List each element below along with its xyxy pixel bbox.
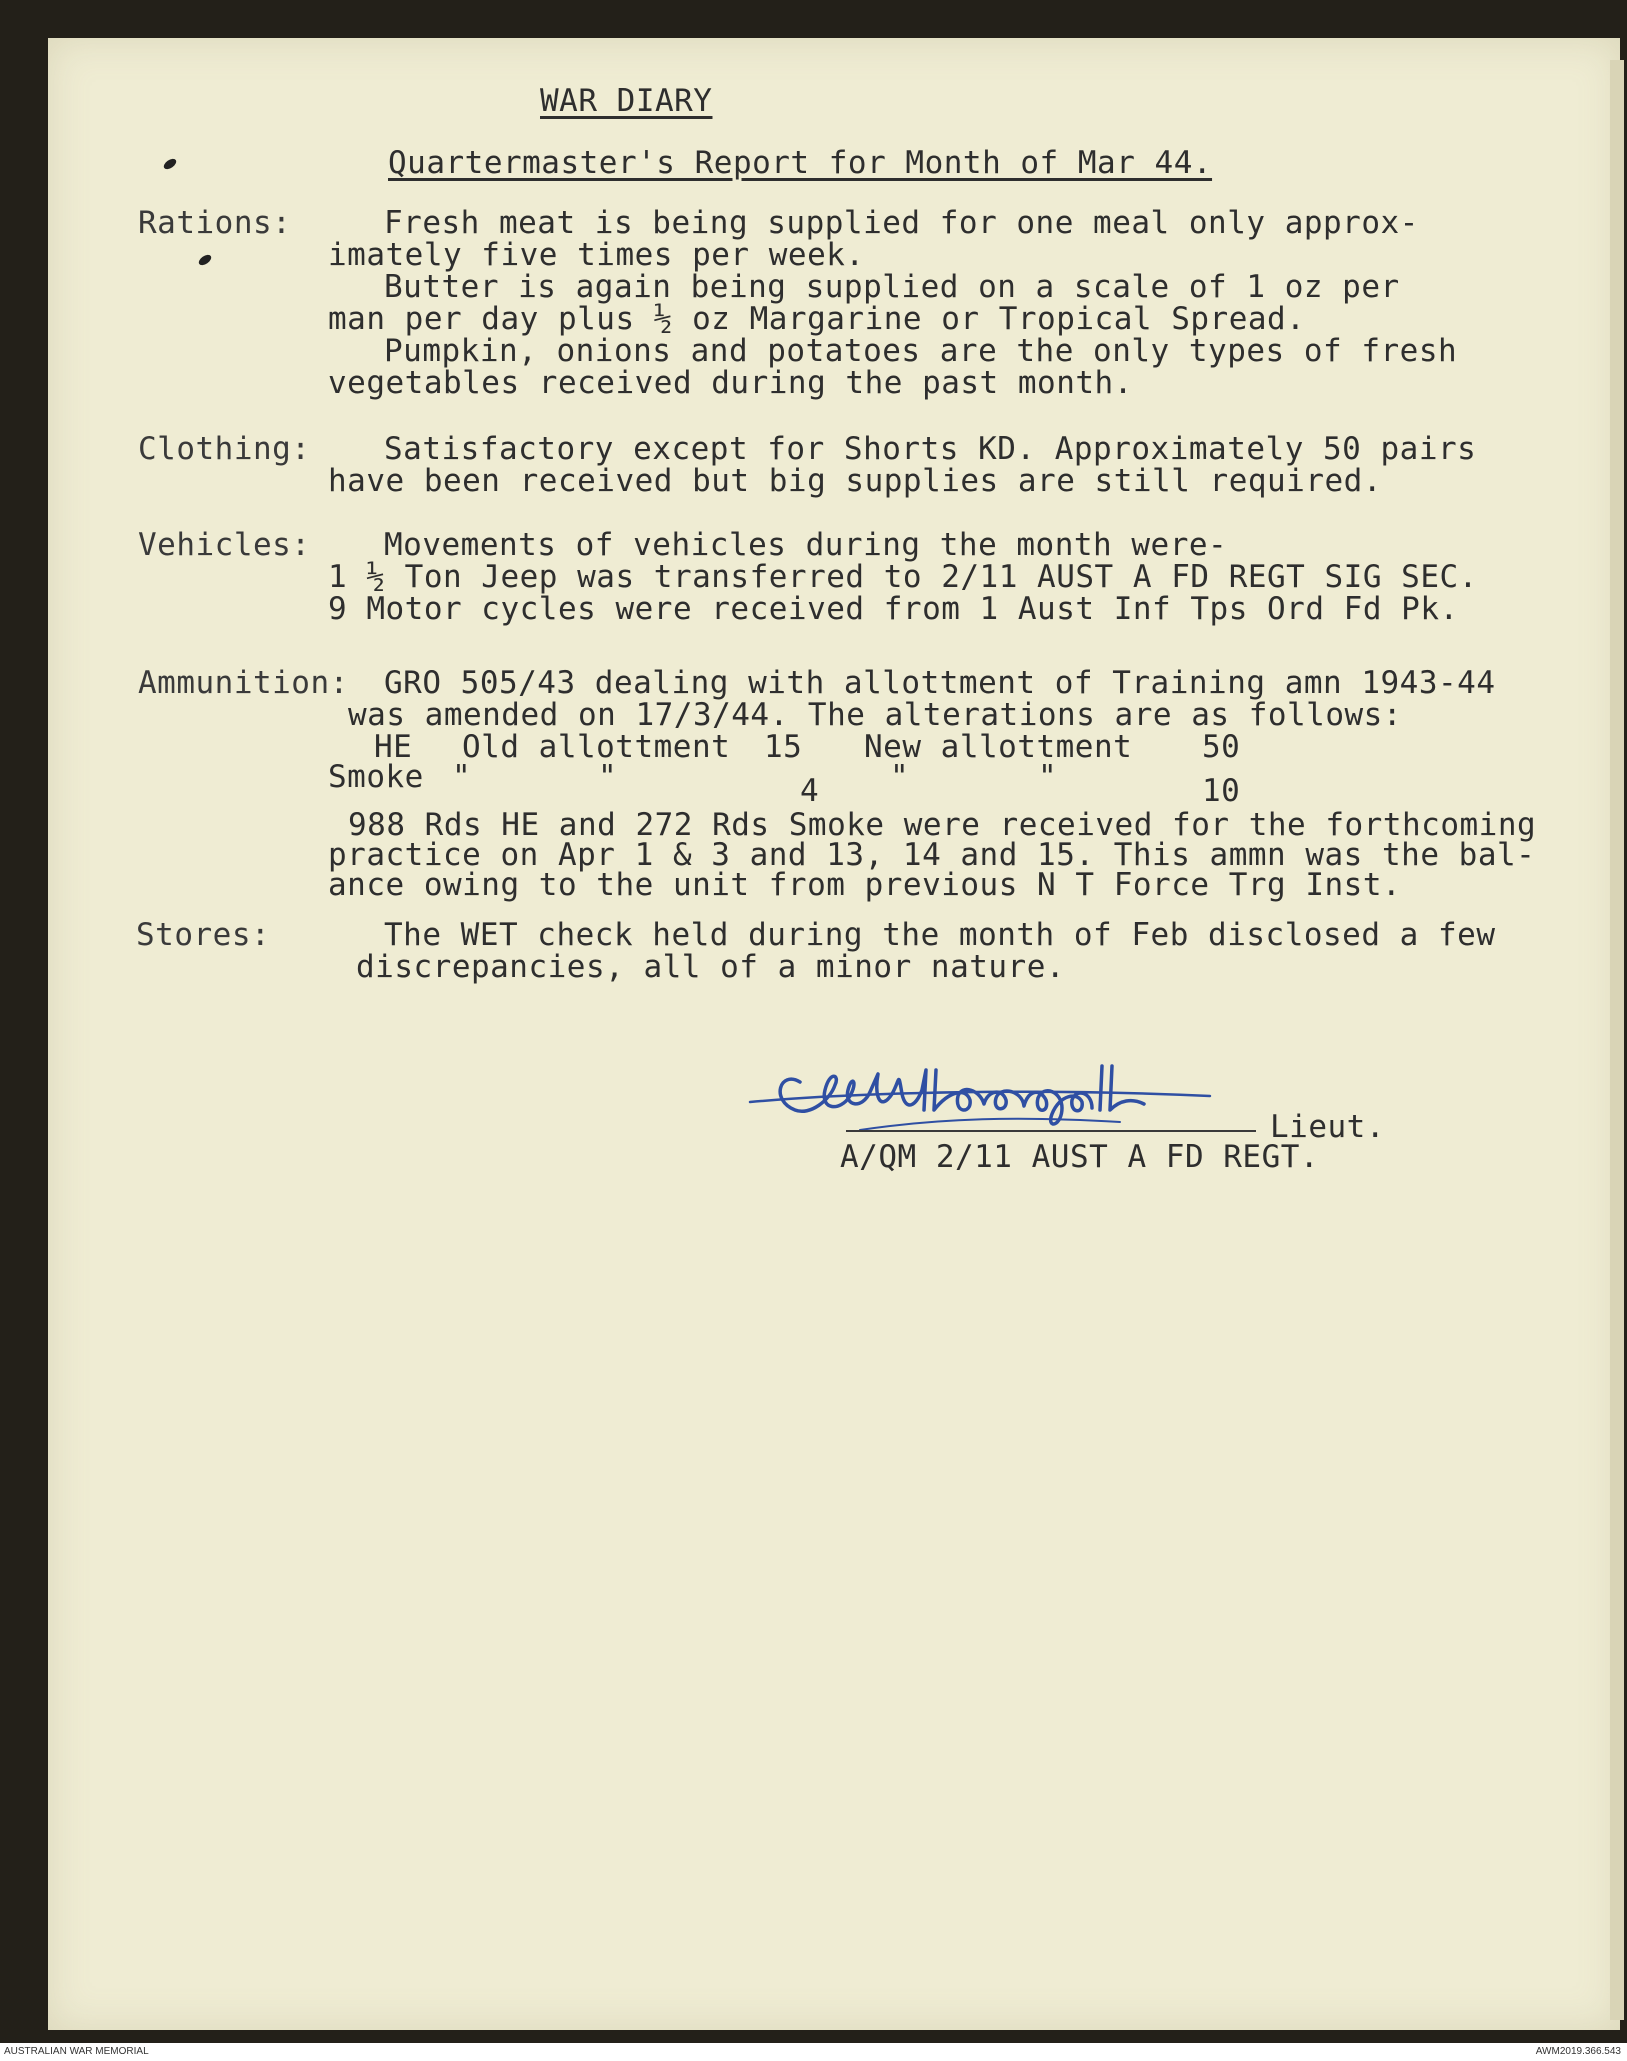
rations-line: Fresh meat is being supplied for one meal only approx-: [384, 205, 1419, 241]
ammo-new-value: 50: [1202, 729, 1241, 765]
rations-line: vegetables received during the past month.: [328, 365, 1133, 401]
document-heading: WAR DIARY: [540, 83, 713, 119]
section-label-ammunition: Ammunition:: [138, 665, 349, 701]
footer-accession-number: AWM2019.366.543: [1535, 2046, 1621, 2057]
section-label-stores: Stores:: [136, 917, 271, 953]
rations-line: imately five times per week.: [328, 237, 865, 273]
rations-line: man per day plus ½ oz Margarine or Tropical Spread.: [328, 301, 1306, 337]
ditto-mark: ": [452, 759, 472, 795]
ammunition-line: GRO 505/43 dealing with allottment of Training amn 1943-44: [384, 665, 1496, 701]
document-subheading: Quartermaster's Report for Month of Mar 44.: [388, 145, 1213, 181]
ammo-old-value: 4: [800, 773, 820, 809]
ammunition-line: 988 Rds HE and 272 Rds Smoke were received for the forthcoming: [348, 807, 1537, 843]
rations-line: Pumpkin, onions and potatoes are the only types of fresh: [384, 333, 1458, 369]
signatory-appointment: A/QM 2/11 AUST A FD REGT.: [840, 1139, 1320, 1175]
ammo-new-value: 10: [1202, 773, 1241, 809]
ammo-old-label: Old allottment: [462, 729, 731, 765]
ditto-mark: ": [598, 759, 618, 795]
ammo-new-label: New allottment: [864, 729, 1133, 765]
stores-line: The WET check held during the month of Feb disclosed a few: [384, 917, 1496, 953]
handwritten-signature: [740, 1030, 1360, 1150]
rations-line: Butter is again being supplied on a scale of 1 oz per: [384, 269, 1400, 305]
ammunition-line: was amended on 17/3/44. The alterations are as follows:: [348, 697, 1402, 733]
clothing-line: have been received but big supplies are still required.: [328, 463, 1382, 499]
footer-institution: AUSTRALIAN WAR MEMORIAL: [4, 2046, 149, 2057]
vehicles-line: Movements of vehicles during the month were-: [384, 527, 1228, 563]
vehicles-line: 9 Motor cycles were received from 1 Aust Inf Tps Ord Fd Pk.: [328, 591, 1459, 627]
ammo-type-smoke: Smoke: [328, 759, 424, 795]
stores-line: discrepancies, all of a minor nature.: [356, 949, 1066, 985]
ditto-mark: ": [890, 759, 910, 795]
section-label-clothing: Clothing:: [138, 431, 311, 467]
section-label-vehicles: Vehicles:: [138, 527, 311, 563]
clothing-line: Satisfactory except for Shorts KD. Approximately 50 pairs: [384, 431, 1477, 467]
signature-line: [846, 1130, 1256, 1132]
signatory-rank: Lieut.: [1270, 1109, 1385, 1145]
ammo-old-value: 15: [764, 729, 803, 765]
ammunition-line: ance owing to the unit from previous N T Force Trg Inst.: [328, 867, 1402, 903]
vehicles-line: 1 ½ Ton Jeep was transferred to 2/11 AUST A FD REGT SIG SEC.: [328, 559, 1478, 595]
section-label-rations: Rations:: [138, 205, 292, 241]
ammunition-line: practice on Apr 1 & 3 and 13, 14 and 15. This ammn was the bal-: [328, 837, 1536, 873]
ammo-type-he: HE: [374, 729, 413, 765]
page-edge: [1610, 60, 1624, 2020]
ditto-mark: ": [1038, 759, 1058, 795]
footer-bar: [0, 2043, 1627, 2061]
